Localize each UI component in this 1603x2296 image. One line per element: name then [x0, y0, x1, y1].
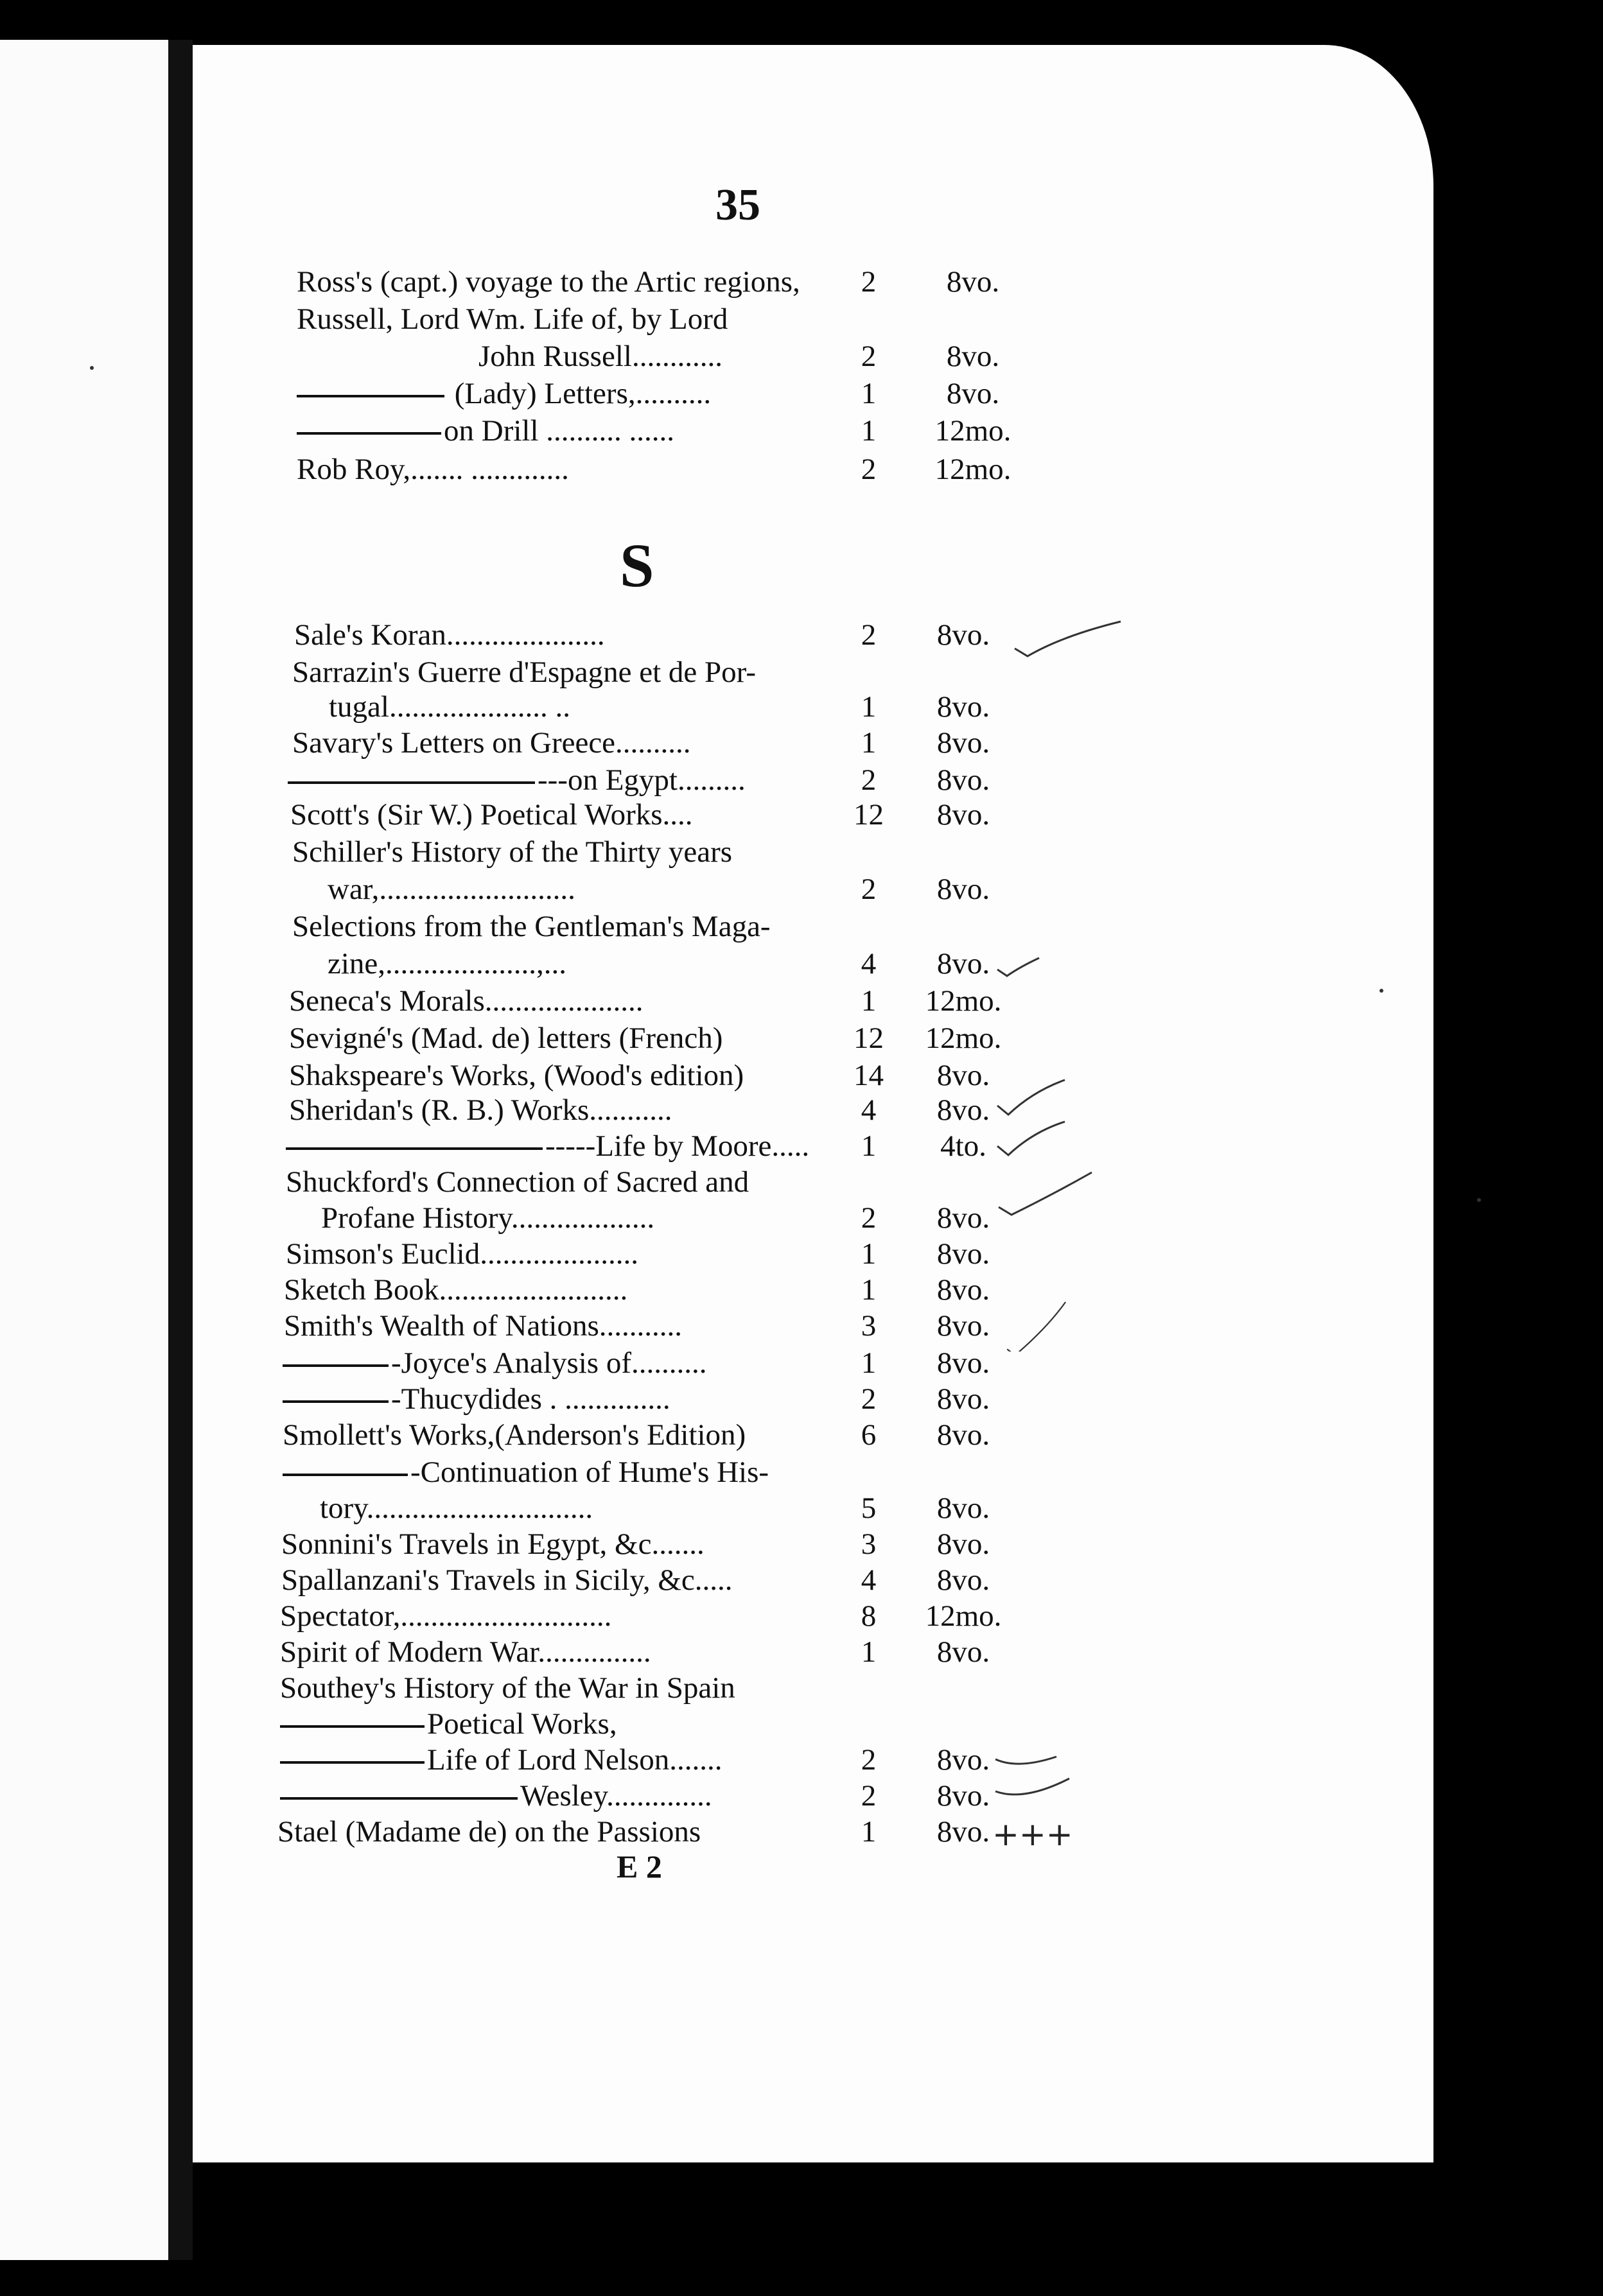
entry-title: Shuckford's Connection of Sacred and: [286, 1165, 749, 1199]
ditto-rule: [283, 1474, 408, 1476]
entry-format: 8vo.: [936, 1273, 990, 1307]
ditto-rule: [283, 1364, 389, 1367]
entry-title-row: [328, 871, 575, 908]
catalogue-entry: [0, 300, 1413, 338]
catalogue-entry: [0, 1490, 1413, 1527]
entry-volumes: 1: [861, 1273, 877, 1307]
catalogue-entry: [0, 1561, 1413, 1599]
catalogue-entry: [0, 833, 1413, 871]
entry-volumes: 1: [861, 414, 877, 448]
catalogue-entry: [0, 724, 1413, 761]
entry-title: Sarrazin's Guerre d'Espagne et de Por-: [292, 656, 757, 689]
catalogue-entry: [0, 1091, 1413, 1129]
catalogue-entry: [0, 1380, 1413, 1418]
entry-title: Sale's Koran.....................: [294, 618, 605, 652]
entry-title: Sevigné's (Mad. de) letters (French): [289, 1022, 723, 1055]
entry-title-row: [321, 1199, 654, 1237]
entry-volumes: 2: [861, 873, 877, 906]
entry-title: Life of Lord Nelson.......: [427, 1743, 723, 1777]
entry-volumes: 2: [861, 763, 877, 797]
entry-format: 12mo.: [925, 984, 1002, 1018]
ditto-rule: [280, 1725, 425, 1728]
ditto-rule: [297, 432, 441, 435]
entry-title: -Thucydides . ..............: [391, 1382, 670, 1416]
signature-mark: E 2: [617, 1848, 662, 1884]
entry-volumes: 1: [861, 726, 877, 760]
entry-title-row: [290, 796, 693, 833]
entry-title: (Lady) Letters,..........: [454, 377, 712, 410]
entry-volumes: 14: [854, 1059, 884, 1092]
entry-title-row: [280, 1633, 651, 1671]
entry-title: Wesley..............: [520, 1779, 712, 1813]
entry-title: Spectator,............................: [280, 1599, 612, 1633]
entry-title-row: [283, 1454, 769, 1491]
pen-check-mark: [995, 1169, 1111, 1220]
entry-format: 12mo.: [925, 1022, 1002, 1055]
entry-title: zine,....................,...: [328, 947, 567, 980]
entry-format: 12mo.: [934, 453, 1012, 486]
entry-volumes: 12: [854, 1022, 884, 1055]
pen-check-mark: [994, 955, 1110, 1007]
section-letter: S: [620, 531, 654, 600]
entry-format: 8vo.: [946, 377, 1000, 410]
entry-volumes: 4: [861, 947, 877, 980]
entry-title-row: [289, 1057, 744, 1094]
entry-title: tugal..................... ..: [329, 690, 570, 724]
entry-title-row: [281, 1561, 733, 1599]
ditto-rule: [288, 781, 535, 784]
entry-title: -Joyce's Analysis of..........: [391, 1346, 707, 1380]
entry-volumes: 5: [861, 1492, 877, 1525]
entry-volumes: 1: [861, 1635, 877, 1669]
catalogue-entry: [0, 1669, 1413, 1707]
catalogue-entry: [0, 982, 1413, 1020]
catalogue-entry: [0, 1020, 1413, 1057]
entry-title: -----Life by Moore.....: [545, 1129, 810, 1163]
entry-volumes: 2: [861, 618, 877, 652]
entry-title-row: [294, 616, 605, 654]
entry-volumes: 6: [861, 1418, 877, 1452]
entry-title: Savary's Letters on Greece..........: [292, 726, 691, 760]
entry-format: 8vo.: [936, 1201, 990, 1235]
entry-title: Russell, Lord Wm. Life of, by Lord: [297, 302, 728, 336]
entry-volumes: 1: [861, 1815, 877, 1848]
catalogue-entry: [0, 1416, 1413, 1454]
entry-format: 8vo.: [936, 1563, 990, 1597]
entry-format: 12mo.: [925, 1599, 1002, 1633]
entry-title: -Continuation of Hume's His-: [410, 1456, 769, 1489]
catalogue-entry: [0, 1741, 1413, 1779]
ditto-rule: [286, 1147, 543, 1150]
entry-title-row: [286, 1235, 638, 1273]
catalogue-entry: [0, 1199, 1413, 1237]
entry-title: Southey's History of the War in Spain: [280, 1671, 735, 1705]
ditto-rule: [280, 1761, 425, 1764]
entry-volumes: 4: [861, 1563, 877, 1597]
catalogue-entry: [0, 616, 1413, 654]
entry-format: 8vo.: [936, 1492, 990, 1525]
catalogue-entry: [0, 796, 1413, 833]
entry-title-row: [280, 1597, 611, 1635]
catalogue-entry: [0, 908, 1413, 945]
entry-volumes: 2: [861, 1382, 877, 1416]
entry-volumes: 12: [854, 798, 884, 831]
catalogue-entry: [0, 1163, 1413, 1201]
entry-title-row: [280, 1669, 735, 1707]
entry-title: Stael (Madame de) on the Passions: [277, 1815, 701, 1848]
entry-title-row: [328, 945, 566, 982]
entry-format: 8vo.: [936, 618, 990, 652]
catalogue-entry: [0, 1127, 1413, 1165]
entry-title: Ross's (capt.) voyage to the Artic regions,: [297, 265, 800, 299]
entry-title: Poetical Works,: [427, 1707, 617, 1741]
catalogue-entry: [0, 761, 1413, 799]
ditto-rule: [297, 395, 444, 397]
entry-volumes: 3: [861, 1527, 877, 1561]
entry-volumes: 2: [861, 453, 877, 486]
entry-title: Sheridan's (R. B.) Works...........: [289, 1093, 672, 1127]
pen-check-mark: [992, 1766, 1108, 1817]
entry-title-row: [280, 1705, 617, 1743]
catalogue-entry: [0, 1057, 1413, 1094]
entry-title-row: [286, 1127, 809, 1165]
entry-format: 8vo.: [936, 1779, 990, 1813]
entry-title-row: [288, 761, 746, 799]
entry-title-row: [329, 688, 570, 726]
entry-volumes: 8: [861, 1599, 877, 1633]
entry-title: tory..............................: [320, 1492, 593, 1525]
entry-volumes: 1: [861, 1129, 877, 1163]
entry-title: Smollett's Works,(Anderson's Edition): [283, 1418, 746, 1452]
entry-title-row: [284, 1271, 627, 1309]
entry-title: Simson's Euclid.....................: [286, 1237, 638, 1271]
catalogue-entry: [0, 1526, 1413, 1563]
entry-title: war,..........................: [328, 873, 575, 906]
entry-format: 8vo.: [936, 1059, 990, 1092]
entry-title-row: [292, 833, 732, 871]
entry-volumes: 4: [861, 1093, 877, 1127]
entry-title: Sonnini's Travels in Egypt, &c.......: [281, 1527, 705, 1561]
entry-title: John Russell............: [478, 340, 723, 373]
entry-volumes: 2: [861, 1743, 877, 1777]
entry-volumes: 1: [861, 377, 877, 410]
pen-check-mark: [994, 1120, 1110, 1172]
entry-format: 8vo.: [946, 340, 1000, 373]
entry-title: Spallanzani's Travels in Sicily, &c.....: [281, 1563, 733, 1597]
entry-title-row: [297, 412, 674, 449]
entry-title: Rob Roy,....... .............: [297, 453, 569, 486]
entry-format: 8vo.: [936, 873, 990, 906]
catalogue-entry: [0, 871, 1413, 908]
entry-title-row: [283, 1344, 706, 1382]
entry-format: 8vo.: [936, 690, 990, 724]
entry-format: 8vo.: [936, 1093, 990, 1127]
catalogue-entry: [0, 654, 1413, 691]
entry-title-row: [280, 1741, 722, 1779]
catalogue-entry: [0, 338, 1413, 375]
catalogue-entry: [0, 1777, 1413, 1814]
entry-format: 8vo.: [936, 1635, 990, 1669]
entry-title-row: [292, 908, 771, 945]
catalogue-entry: [0, 375, 1413, 412]
entry-title: Smith's Wealth of Nations...........: [284, 1309, 683, 1343]
entry-format: 8vo.: [936, 1237, 990, 1271]
entry-volumes: 1: [861, 984, 877, 1018]
entry-format: 8vo.: [936, 1346, 990, 1380]
tally-marks: +++: [992, 1816, 1073, 1853]
entry-format: 8vo.: [936, 726, 990, 760]
catalogue-entry: [0, 1307, 1413, 1344]
catalogue-entry: [0, 263, 1413, 300]
entry-volumes: 1: [861, 1237, 877, 1271]
entry-title-row: [283, 1416, 746, 1454]
catalogue-entry: [0, 412, 1413, 449]
entry-format: 8vo.: [936, 947, 990, 980]
page-number: 35: [715, 180, 760, 230]
entry-title: Scott's (Sir W.) Poetical Works....: [290, 798, 693, 831]
entry-format: 8vo.: [946, 265, 1000, 299]
entry-title: Selections from the Gentleman's Maga-: [292, 910, 771, 943]
entry-format: 8vo.: [936, 1815, 990, 1848]
entry-volumes: 2: [861, 1779, 877, 1813]
entry-format: 8vo.: [936, 1418, 990, 1452]
entry-title-row: [281, 1526, 705, 1563]
entry-volumes: 2: [861, 265, 877, 299]
entry-format: 8vo.: [936, 1382, 990, 1416]
entry-volumes: 2: [861, 1201, 877, 1235]
catalogue-entry: [0, 688, 1413, 726]
entry-title-row: [320, 1490, 593, 1527]
pen-check-mark: [1012, 616, 1127, 668]
catalogue-entry: [0, 1271, 1413, 1309]
entry-volumes: 3: [861, 1309, 877, 1343]
catalogue-entry: [0, 1705, 1413, 1743]
entry-title-row: [280, 1777, 712, 1814]
catalogue-entry: [0, 1633, 1413, 1671]
catalogue-entry: [0, 1235, 1413, 1273]
entry-title-row: [292, 654, 756, 691]
speck: [1477, 1198, 1481, 1202]
entry-title-row: [289, 982, 644, 1020]
entry-title-row: [283, 1380, 670, 1418]
entry-format: 8vo.: [936, 1309, 990, 1343]
ditto-rule: [283, 1400, 389, 1403]
entry-title-row: [297, 375, 711, 412]
catalogue-entry: [0, 945, 1413, 982]
catalogue-entry: [0, 1597, 1413, 1635]
entry-title-row: [289, 1020, 723, 1057]
ditto-rule: [280, 1797, 518, 1800]
entry-format: 12mo.: [934, 414, 1012, 448]
entry-format: 8vo.: [936, 1743, 990, 1777]
catalogue-entry: [0, 1344, 1413, 1382]
entry-title: Spirit of Modern War...............: [280, 1635, 651, 1669]
entry-volumes: 2: [861, 340, 877, 373]
entry-format: 8vo.: [936, 798, 990, 831]
entry-title-row: [277, 1813, 701, 1850]
entry-title: Sketch Book.........................: [284, 1273, 628, 1307]
entry-volumes: 1: [861, 1346, 877, 1380]
entry-title: Shakspeare's Works, (Wood's edition): [289, 1059, 744, 1092]
entry-title: Schiller's History of the Thirty years: [292, 835, 733, 869]
catalogue-entry: [0, 1813, 1413, 1850]
entry-format: 4to.: [940, 1129, 986, 1163]
entry-title: ---on Egypt.........: [538, 763, 746, 797]
entry-title-row: [289, 1091, 672, 1129]
entry-title-row: [286, 1163, 749, 1201]
entry-title: Seneca's Morals.....................: [289, 984, 644, 1018]
entry-title-row: [292, 724, 691, 761]
pen-check-mark: [989, 1300, 1105, 1352]
entry-title: Profane History...................: [321, 1201, 655, 1235]
entry-format: 8vo.: [936, 763, 990, 797]
entry-volumes: 1: [861, 690, 877, 724]
catalogue-entry: [0, 1454, 1413, 1491]
catalogue-entry: [0, 451, 1413, 488]
entry-title: on Drill .......... ......: [444, 414, 675, 448]
entry-title-row: [284, 1307, 682, 1344]
entry-format: 8vo.: [936, 1527, 990, 1561]
